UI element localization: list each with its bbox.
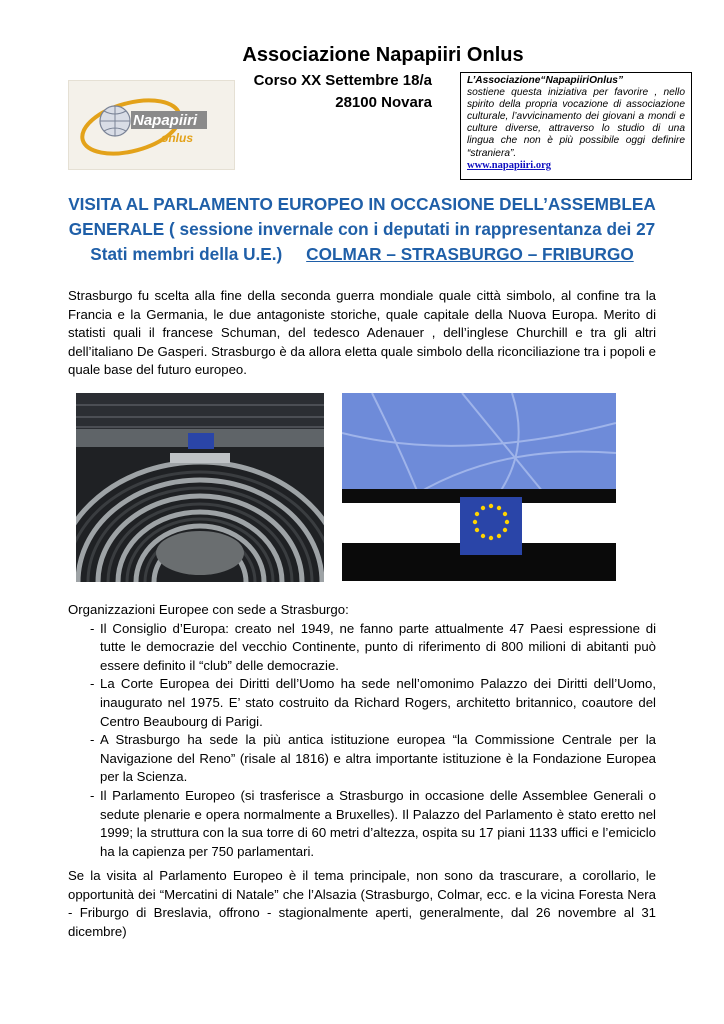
list-item: - Il Parlamento Europeo (si trasferisce a Strasburgo in occasione delle Assemblee Generali o sedute plenarie e opera normalmente a Bruxelles). Il Palazzo del Parlamento è stato eretto nel 1999; la struttura con la sua torre di 60 metri d’altezza, ospita su 17 piani 1133 uffici e l’emiciclo ha la capienza per 750 parlamentari. [90, 787, 656, 859]
eu-flag [460, 497, 522, 555]
info-box-title: L’Associazione“NapapiiriOnlus” [467, 75, 624, 86]
address-line-2: 28100 Novara [335, 94, 432, 111]
list-item: - A Strasburgo ha sede la più antica istituzione europea “la Commissione Centrale per la Navigazione del Reno” (risale al 1816) e altra importante istituzione è la Fondazione Europea per la Scienza. [90, 732, 656, 785]
visit-heading [68, 192, 656, 267]
parliament-hemicycle-photo [76, 393, 324, 582]
closing-paragraph: Se la visita al Parlamento Europeo è il tema principale, non sono da trascurare, a corollario, le opportunità dei “Mercatini di Natale” che l’Alsazia (Strasburgo, Colmar, ecc. e la vicina Foresta Nera - Friburgo di Breslavia, offrono - stagionalmente aperti, generalmente, dal 26 novembre al 31 dicembre) [68, 868, 656, 939]
org-title: Associazione Napapiiri Onlus [242, 44, 524, 66]
logo-word-2: onlus [161, 131, 193, 145]
logo-graphic [69, 81, 234, 169]
list-item: - Il Consiglio d’Europa: creato nel 1949, ne fanno parte attualmente 47 Paesi espressione di tutte le democrazie del vecchio Continente, punto di riferimento di 800 milioni di abitanti può essere definito il “club” delle democrazie. [90, 620, 656, 673]
address-line-1: Corso XX Settembre 18/a [253, 72, 432, 89]
list-item: - La Corte Europea dei Diritti dell’Uomo ha sede nell’omonimo Palazzo dei Diritti dell’Uomo, inaugurato nel 1975. E’ stato costruito da Richard Rogers, architetto britannico, coautore del Centro Beaubourg di Parigi. [90, 676, 656, 729]
visit-heading-main: VISITA AL PARLAMENTO EUROPEO IN OCCASIONE DELL’ASSEMBLEA GENERALE ( sessione invernale con i deputati in rappresentanza dei 27 Stati membri della U.E.) [68, 194, 656, 264]
intro-paragraph: Strasburgo fu scelta alla fine della seconda guerra mondiale quale città simbolo, al confine tra la Francia e la Germania, le due antagoniste storiche, quale capitale della Nuova Europa. Merito di statisti quali il francese Schuman, del tedesco Adenauer , dell’inglese Churchill e tra gli altri dell’italiano De Gasperi. Strasburgo è da allora eletta quale simbolo della riconciliazione tra i popoli e quale base del futuro europeo. [68, 288, 656, 378]
association-info-box [460, 72, 692, 180]
organizations-section [68, 601, 656, 861]
parliament-flag-photo [342, 393, 616, 581]
website-link[interactable]: www.napapiiri.org [467, 159, 552, 171]
visit-heading-route: COLMAR – STRASBURGO – FRIBURGO [306, 244, 634, 264]
eu-flag-icon [188, 433, 214, 449]
organizations-title: Organizzazioni Europee con sede a Strasburgo: [68, 602, 349, 617]
napapiiri-logo [68, 80, 235, 170]
info-box-text: sostiene questa iniziativa per favorire , nello spirito della propria vocazione di associazione culturale, l’avvicinamento dei giovani a mondi e culture diverse, attraverso lo studio di una lingua che non è più possibile oggi definire “straniera”. [467, 87, 685, 159]
logo-word-1: Napapiiri [133, 112, 198, 129]
